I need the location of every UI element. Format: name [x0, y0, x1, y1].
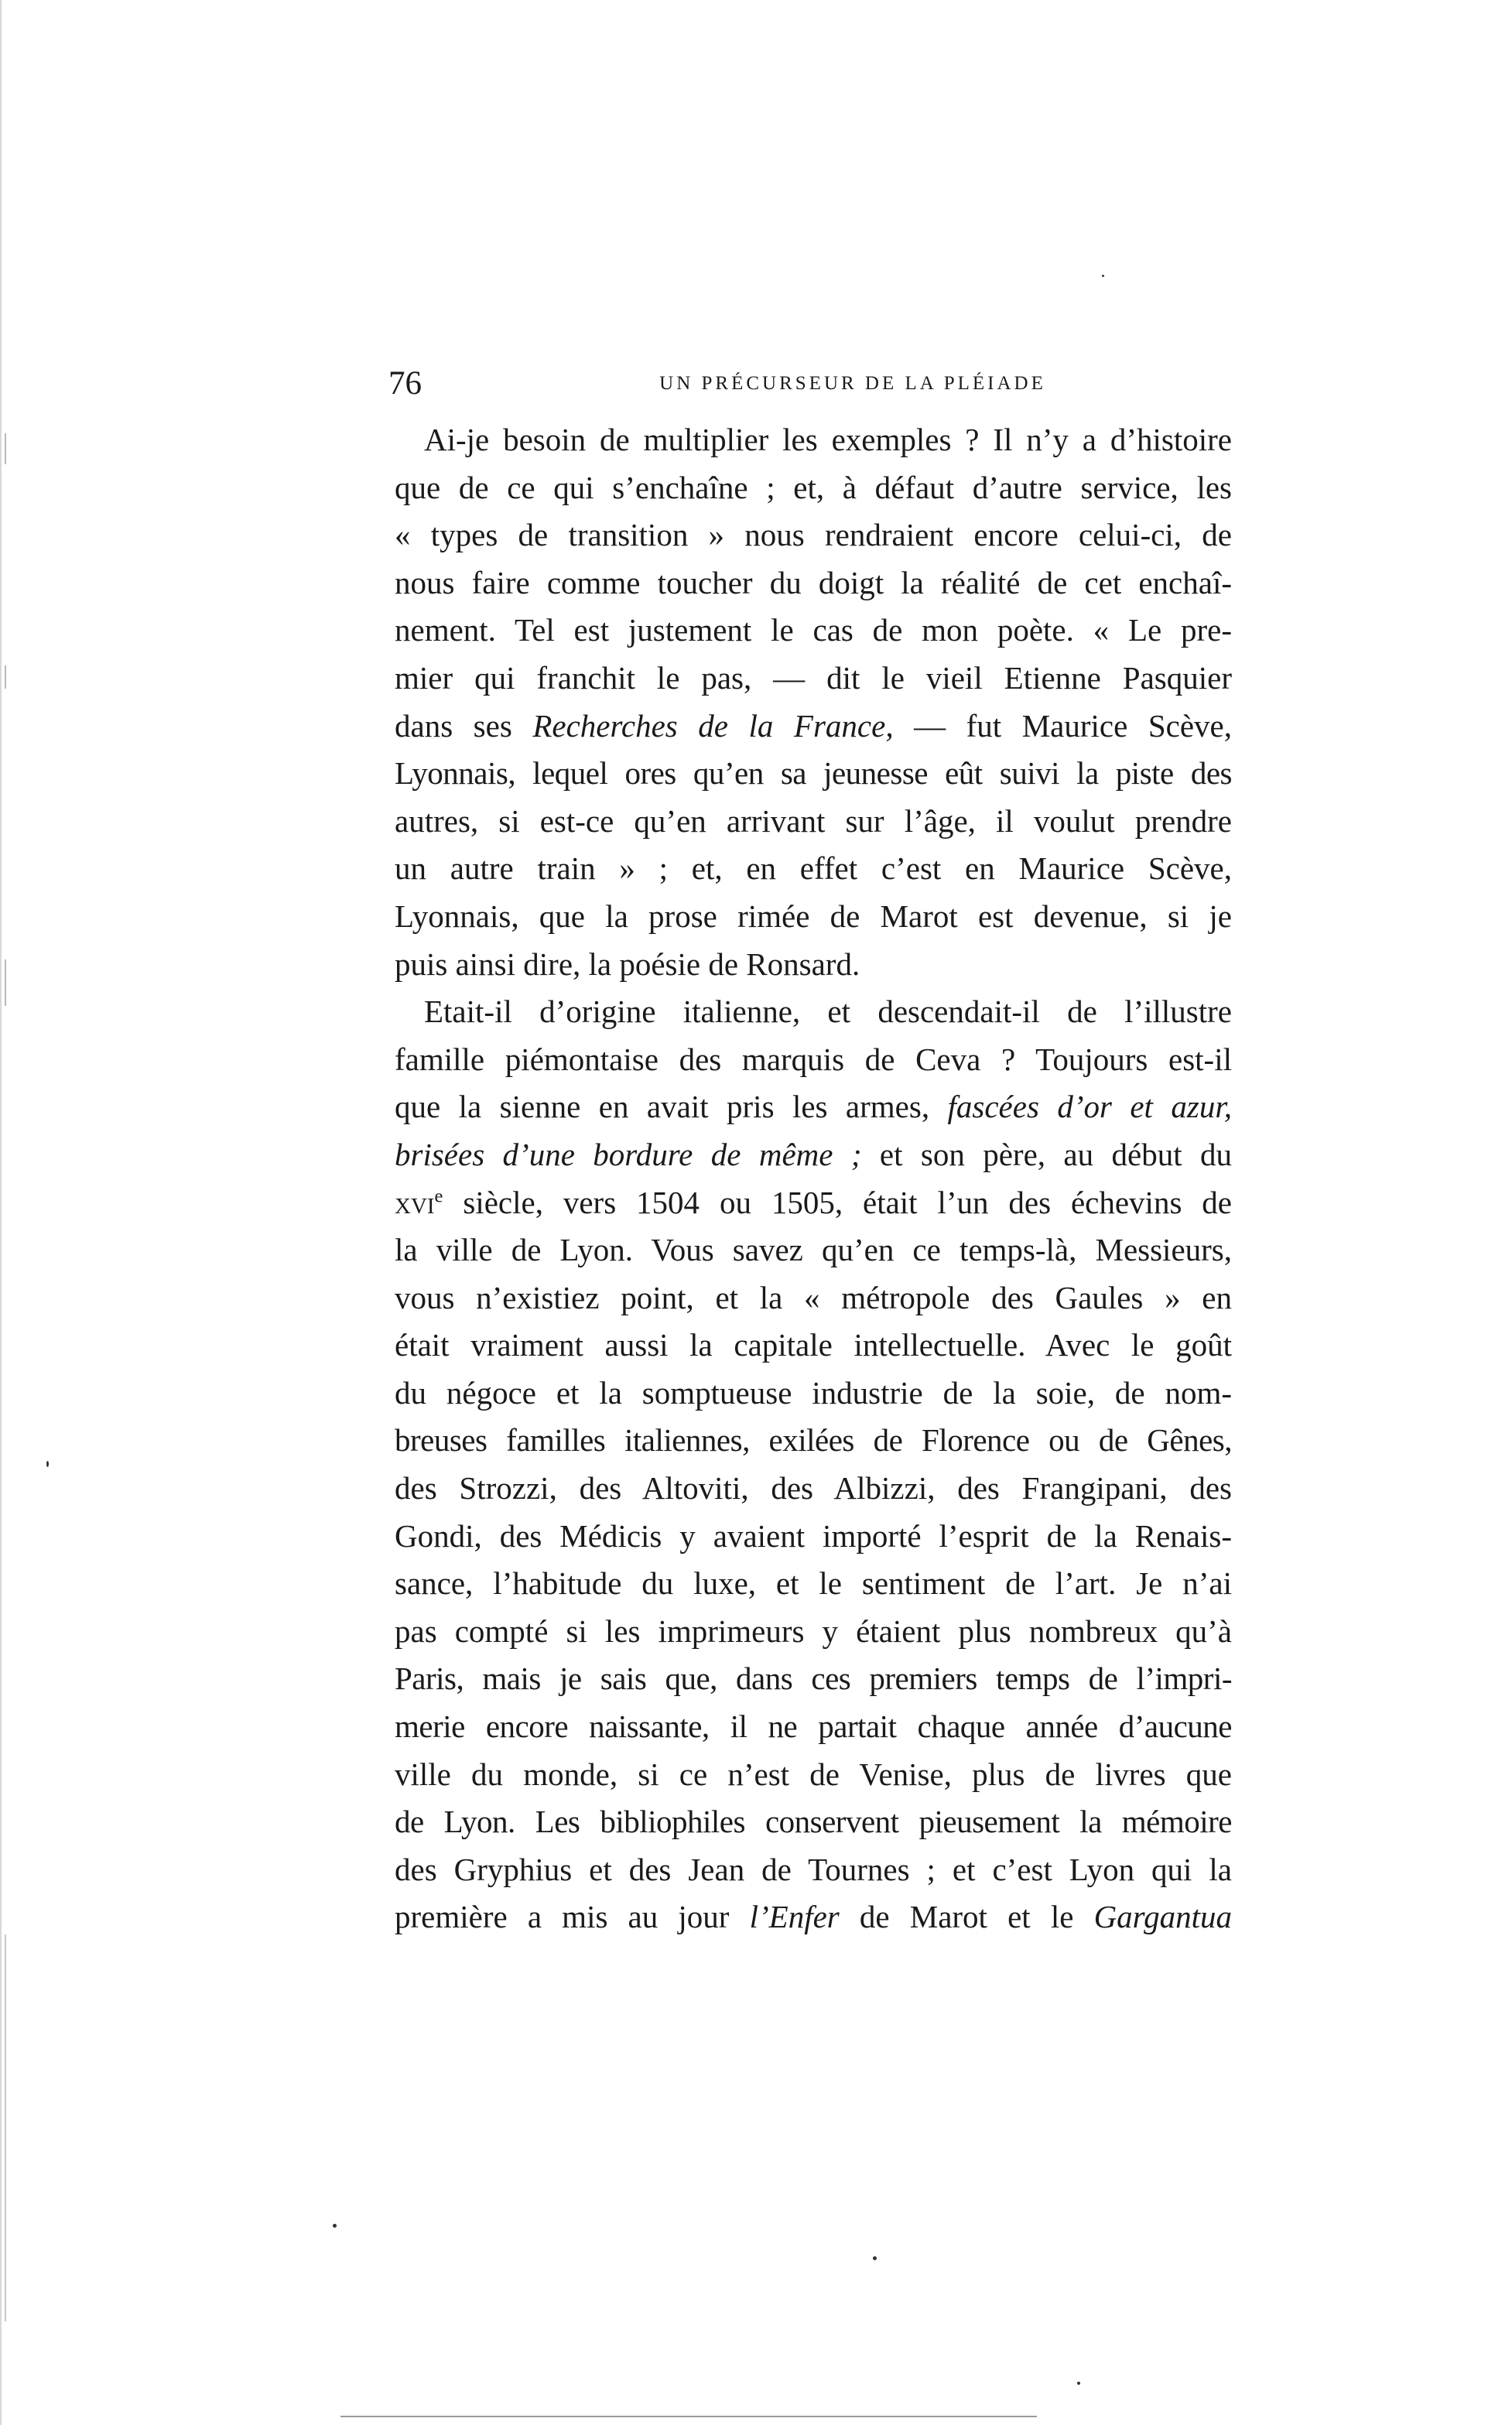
text-run: — fut Maurice Scève,: [893, 707, 1232, 744]
scan-edge-mark: [5, 1934, 6, 2321]
scan-edge-mark: [5, 665, 6, 689]
scan-bottom-edge: [340, 2416, 1037, 2417]
text-line: des Gryphius et des Jean de Tournes ; et c’est Lyon qui la: [395, 1851, 1232, 1887]
page-number: 76: [388, 365, 422, 402]
text-line: pas compté si les imprimeurs y étaient plus nombreux qu’à: [395, 1613, 1232, 1649]
running-title: UN PRÉCURSEUR DE LA PLÉIADE: [659, 373, 1046, 394]
text-line: [395, 1131, 1232, 1179]
heraldry-text: brisées d’une bordure de même ;: [395, 1136, 862, 1172]
text-line: ville du monde, si ce n’est de Venise, plus de livres que: [395, 1756, 1232, 1792]
text-run: siècle, vers 1504 ou 1505, était l’un des échevins de: [443, 1184, 1232, 1220]
text-line: sance, l’habitude du luxe, et le sentiment de l’art. Je n’ai: [395, 1565, 1232, 1602]
text-line: Ai-je besoin de multiplier les exemples ? Il n’y a d’histoire: [424, 422, 1232, 457]
text-line: nement. Tel est justement le cas de mon poète. « Le pre-: [395, 612, 1232, 648]
century-superscript: e: [434, 1185, 443, 1206]
text-line: Lyonnais, lequel ores qu’en sa jeunesse eût suivi la piste des: [395, 755, 1232, 792]
text-line: nous faire comme toucher du doigt la réalité de cet enchaî-: [395, 564, 1232, 600]
text-line: [395, 1893, 1232, 1941]
text-line: mier qui franchit le pas, — dit le vieil Etienne Pasquier: [395, 659, 1232, 696]
text-line: du négoce et la somptueuse industrie de la soie, de nom-: [395, 1374, 1232, 1411]
scan-edge-mark: [5, 433, 6, 464]
text-run: première a mis au jour: [395, 1899, 750, 1935]
text-line: était vraiment aussi la capitale intellectuelle. Avec le goût: [395, 1327, 1232, 1363]
text-line: Lyonnais, que la prose rimée de Marot est devenue, si je: [395, 898, 1232, 934]
text-line: de Lyon. Les bibliophiles conservent pieusement la mémoire: [395, 1804, 1232, 1840]
century-numeral: xvi: [395, 1184, 435, 1220]
text-line: vous n’existiez point, et la « métropole des Gaules » en: [395, 1279, 1232, 1315]
text-run: de Marot et le: [839, 1899, 1094, 1935]
text-run: dans ses: [395, 707, 533, 744]
text-run: que la sienne en avait pris les armes,: [395, 1089, 948, 1125]
text-line: un autre train » ; et, en effet c’est en Maurice Scève,: [395, 850, 1232, 887]
text-line: Paris, mais je sais que, dans ces premiers temps de l’impri-: [395, 1661, 1232, 1697]
book-title-enfer: l’Enfer: [749, 1899, 840, 1935]
stray-speck: [1102, 275, 1104, 277]
book-title-gargantua: Gargantua: [1093, 1899, 1232, 1935]
body-text: [395, 416, 1232, 1941]
text-line: merie encore naissante, il ne partait chaque année d’aucune: [395, 1708, 1232, 1745]
text-line: breuses familles italiennes, exilées de Florence ou de Gênes,: [395, 1422, 1232, 1459]
scan-edge-mark: [0, 0, 2, 2425]
text-line: la ville de Lyon. Vous savez qu’en ce temps-là, Messieurs,: [395, 1232, 1232, 1268]
stray-speck: [1077, 2382, 1080, 2385]
text-line: autres, si est-ce qu’en arrivant sur l’âge, il voulut prendre: [395, 802, 1232, 839]
book-title-recherches: Recherches de la France,: [532, 707, 894, 744]
stray-speck: [873, 2256, 877, 2260]
text-line: [395, 1083, 1232, 1131]
text-line: que de ce qui s’enchaîne ; et, à défaut d’autre service, les: [395, 469, 1232, 505]
text-run: et son père, au début du: [861, 1136, 1232, 1172]
scan-edge-mark: [5, 959, 6, 1006]
text-line: des Strozzi, des Altoviti, des Albizzi, des Frangipani, des: [395, 1470, 1232, 1507]
text-line: [395, 703, 1232, 751]
text-line: Etait-il d’origine italienne, et descendait-il de l’illustre: [424, 994, 1232, 1030]
text-line: Gondi, des Médicis y avaient importé l’esprit de la Renais-: [395, 1517, 1232, 1554]
heraldry-text: fascées d’or et azur,: [947, 1089, 1232, 1125]
text-line: puis ainsi dire, la poésie de Ronsard.: [395, 946, 860, 982]
text-line: famille piémontaise des marquis de Ceva ? Toujours est-il: [395, 1041, 1232, 1077]
stray-speck: [46, 1461, 49, 1467]
page-header: [388, 361, 1240, 407]
text-line: [395, 1179, 1232, 1227]
stray-speck: [333, 2224, 337, 2228]
text-line: « types de transition » nous rendraient encore celui-ci, de: [395, 517, 1232, 553]
